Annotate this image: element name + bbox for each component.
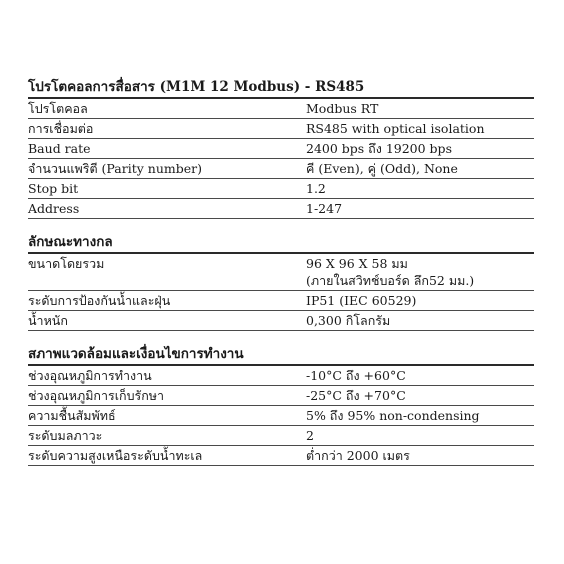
spec-value <box>306 312 534 329</box>
spec-row <box>28 99 534 119</box>
spec-label: ระดับการป้องกันน้ำและฝุ่น <box>28 293 171 308</box>
spec-label: Baud rate <box>28 141 91 156</box>
spec-label: น้ำหนัก <box>28 313 68 328</box>
spec-value-line: (ภายในสวิทช์บอร์ด ลึก52 มม.) <box>306 273 475 288</box>
spec-section <box>28 233 534 331</box>
section-title: โปรโตคอลการสื่อสาร (M1M 12 Modbus) - RS485 <box>28 78 534 99</box>
spec-value <box>306 120 534 137</box>
spec-value-line: 2 <box>306 428 314 443</box>
spec-row <box>28 199 534 219</box>
spec-value <box>306 367 534 384</box>
spec-label: ความชื้นสัมพัทธ์ <box>28 408 116 423</box>
spec-label: ระดับมลภาวะ <box>28 428 103 443</box>
spec-value <box>306 407 534 424</box>
spec-value-line: 0,300 กิโลกรัม <box>306 313 391 328</box>
spec-value <box>306 255 534 289</box>
spec-row <box>28 311 534 331</box>
spec-label: จำนวนแพริตี (Parity number) <box>28 161 202 176</box>
spec-label: ช่วงอุณหภูมิการทำงาน <box>28 368 152 383</box>
spec-row <box>28 446 534 466</box>
spec-value <box>306 100 534 117</box>
spec-label: ช่วงอุณหภูมิการเก็บรักษา <box>28 388 165 403</box>
spec-value <box>306 160 534 177</box>
spec-value-line: 1.2 <box>306 181 326 196</box>
spec-row <box>28 426 534 446</box>
spec-value <box>306 387 534 404</box>
spec-value <box>306 140 534 157</box>
spec-sheet <box>28 78 534 480</box>
section-title: สภาพแวดล้อมและเงื่อนไขการทำงาน <box>28 345 534 366</box>
spec-row <box>28 386 534 406</box>
spec-value <box>306 180 534 197</box>
spec-row <box>28 406 534 426</box>
spec-value-line: -25°C ถึง +70°C <box>306 388 406 403</box>
spec-value-line: -10°C ถึง +60°C <box>306 368 406 383</box>
spec-row <box>28 254 534 291</box>
spec-label: Stop bit <box>28 181 79 196</box>
spec-value <box>306 427 534 444</box>
spec-row <box>28 291 534 311</box>
spec-value-line: 2400 bps ถึง 19200 bps <box>306 141 452 156</box>
spec-label: โปรโตคอล <box>28 101 88 116</box>
spec-value <box>306 292 534 309</box>
spec-row <box>28 119 534 139</box>
spec-section <box>28 78 534 219</box>
spec-row <box>28 179 534 199</box>
spec-value-line: RS485 with optical isolation <box>306 121 485 136</box>
spec-value <box>306 447 534 464</box>
spec-value-line: ต่ำกว่า 2000 เมตร <box>306 448 410 463</box>
spec-row <box>28 139 534 159</box>
spec-section <box>28 345 534 466</box>
spec-value <box>306 200 534 217</box>
spec-label: ขนาดโดยรวม <box>28 256 105 271</box>
spec-value-line: 5% ถึง 95% non-condensing <box>306 408 480 423</box>
section-title: ลักษณะทางกล <box>28 233 534 254</box>
spec-value-line: คี (Even), คู่ (Odd), None <box>306 161 458 176</box>
spec-row <box>28 159 534 179</box>
spec-label: Address <box>28 201 80 216</box>
spec-label: การเชื่อมต่อ <box>28 121 94 136</box>
spec-value-line: 96 X 96 X 58 มม <box>306 256 408 271</box>
spec-label: ระดับความสูงเหนือระดับน้ำทะเล <box>28 448 203 463</box>
spec-value-line: Modbus RT <box>306 101 379 116</box>
spec-value-line: IP51 (IEC 60529) <box>306 293 417 308</box>
spec-row <box>28 366 534 386</box>
spec-value-line: 1-247 <box>306 201 343 216</box>
